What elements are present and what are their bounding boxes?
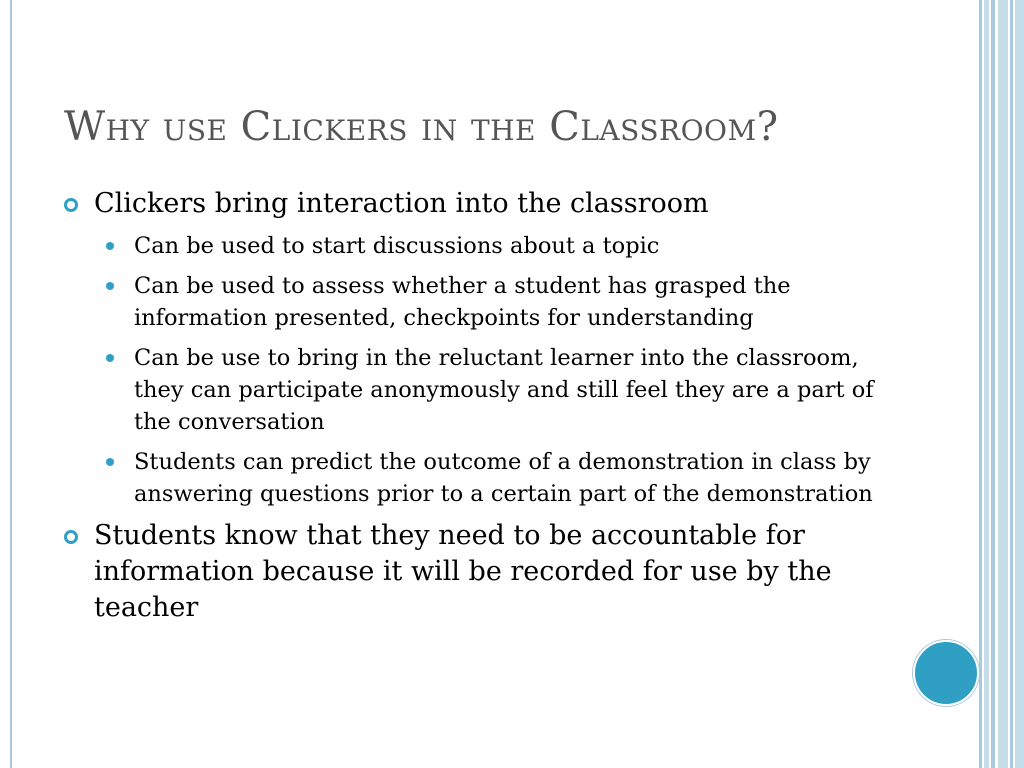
- bullet-level1: [62, 518, 882, 626]
- decorative-stripe: [1010, 0, 1013, 768]
- bullet-text: Clickers bring interaction into the classroom: [94, 188, 709, 219]
- sub-bullet-text: Can be used to start discussions about a topic: [134, 233, 660, 259]
- bullet-level2: [62, 270, 882, 334]
- ring-bullet-icon: [64, 530, 78, 544]
- decorative-circle-icon: [913, 640, 979, 706]
- dot-bullet-icon: [106, 354, 114, 362]
- decorative-stripe: [979, 0, 982, 768]
- bullet-text: Students know that they need to be accountable for information because it will be recorded for use by the teacher: [94, 520, 832, 623]
- dot-bullet-icon: [106, 242, 114, 250]
- slide-title: Why use Clickers in the Classroom?: [64, 104, 779, 150]
- bullet-level1: [62, 186, 882, 222]
- bullet-level2: [62, 446, 882, 510]
- decorative-stripe: [998, 0, 1008, 768]
- bullet-level2: [62, 342, 882, 438]
- sub-bullet-list: [62, 230, 882, 510]
- ring-bullet-icon: [64, 198, 78, 212]
- left-border-line: [10, 0, 12, 768]
- decorative-stripe: [991, 0, 995, 768]
- slide-body: [62, 186, 882, 634]
- sub-bullet-text: Can be used to assess whether a student has grasped the information presented, checkpoints for understanding: [134, 273, 791, 331]
- sub-bullet-text: Can be use to bring in the reluctant learner into the classroom, they can participate anonymously and still feel they are a part of the conversation: [134, 345, 874, 435]
- decorative-stripe: [1015, 0, 1024, 768]
- bullet-level2: [62, 230, 882, 262]
- decorative-stripe: [984, 0, 989, 768]
- dot-bullet-icon: [106, 282, 114, 290]
- dot-bullet-icon: [106, 458, 114, 466]
- sub-bullet-text: Students can predict the outcome of a demonstration in class by answering questions prior to a certain part of the demonstration: [134, 449, 873, 507]
